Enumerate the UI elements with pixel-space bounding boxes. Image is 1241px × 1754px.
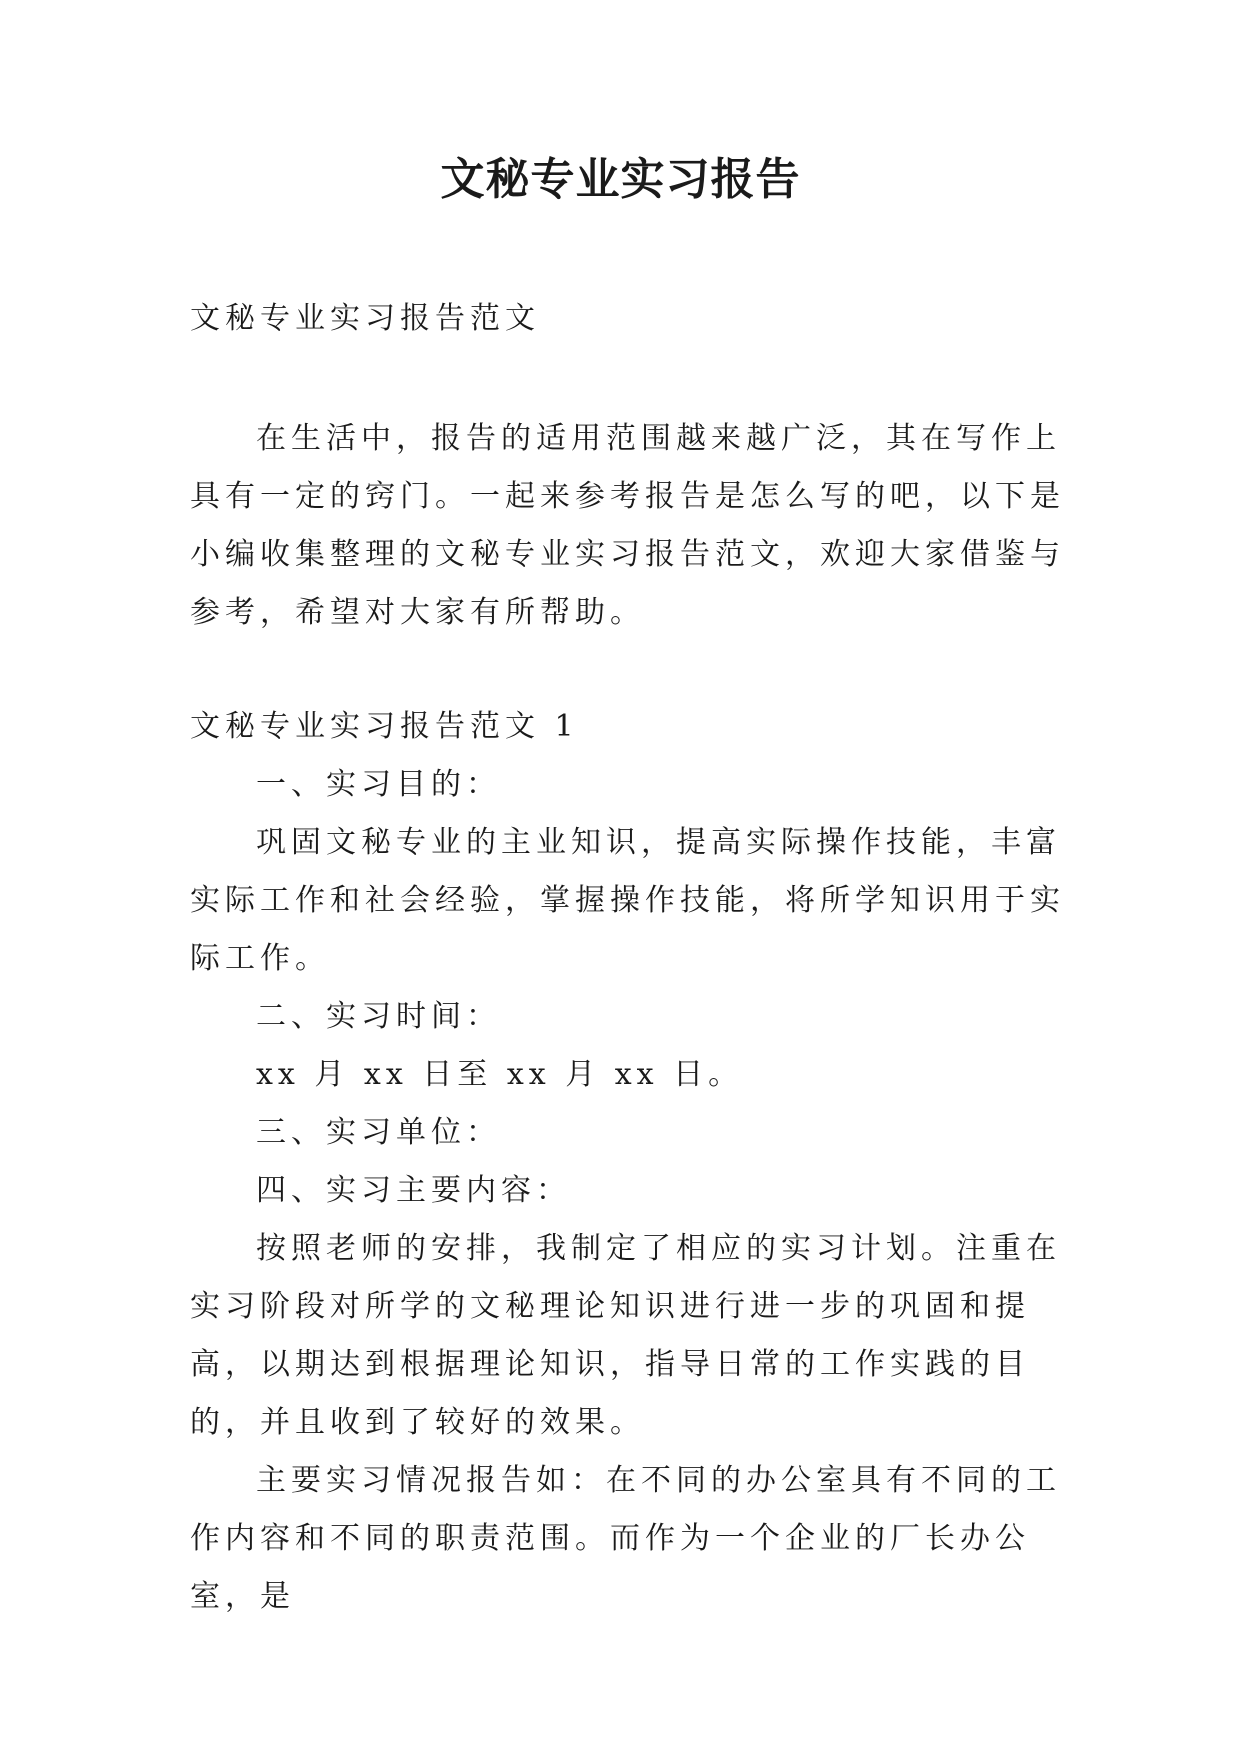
document-subtitle: 文秘专业实习报告范文	[190, 301, 540, 336]
purpose-paragraph: 巩固文秘专业的主业知识，提高实际操作技能，丰富实际工作和社会经验，掌握操作技能，将所学知识用于实际工作。	[190, 825, 1065, 976]
document-body	[190, 290, 1080, 1626]
spacer	[190, 642, 1080, 698]
intro-paragraph: 在生活中，报告的适用范围越来越广泛，其在写作上具有一定的窍门。一起来参考报告是怎么写的吧，以下是小编收集整理的文秘专业实习报告范文，欢迎大家借鉴与参考，希望对大家有所帮助。	[190, 421, 1065, 630]
content-paragraph-1: 按照老师的安排，我制定了相应的实习计划。注重在实习阶段对所学的文秘理论知识进行进一步的巩固和提高，以期达到根据理论知识，指导日常的工作实践的目的，并且收到了较好的效果。	[190, 1231, 1061, 1440]
content-heading: 四、实习主要内容：	[256, 1173, 571, 1208]
purpose-heading: 一、实习目的：	[256, 767, 501, 802]
content-paragraph-2: 主要实习情况报告如：在不同的办公室具有不同的工作内容和不同的职责范围。而作为一个企业的厂长办公室，是	[190, 1463, 1061, 1614]
time-paragraph: xx 月 xx 日至 xx 月 xx 日。	[256, 1057, 744, 1092]
unit-heading: 三、实习单位：	[256, 1115, 501, 1150]
document-title: 文秘专业实习报告	[440, 154, 801, 205]
time-heading: 二、实习时间：	[256, 999, 501, 1034]
spacer	[190, 348, 1080, 410]
section-title: 文秘专业实习报告范文 1	[190, 709, 579, 744]
